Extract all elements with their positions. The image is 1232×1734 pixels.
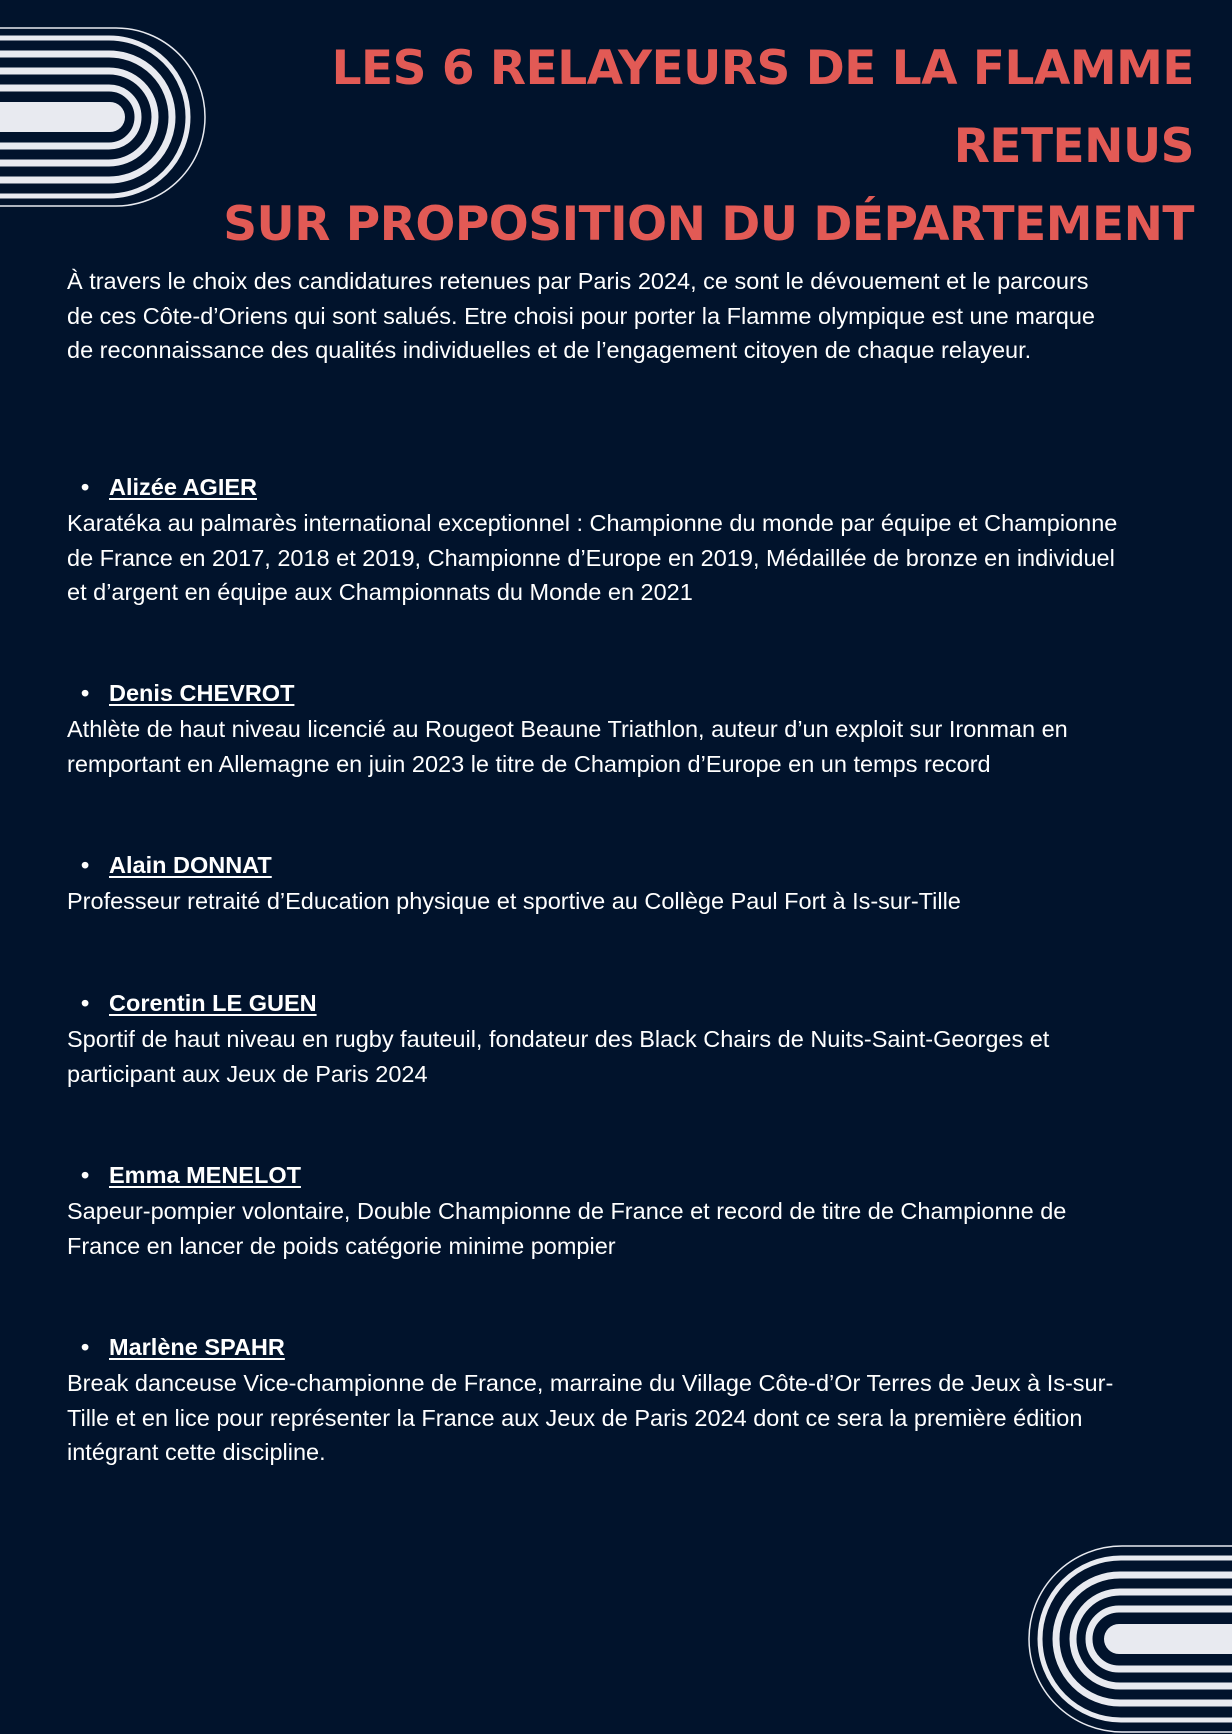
- relayeur-description: Break danceuse Vice-championne de France, marraine du Village Côte-d’Or Terres de Jeux à Is-sur-Tille et en lice pour représenter la France aux Jeux de Paris 2024 dont ce sera la première édition intégrant cette discipline.: [67, 1370, 1114, 1465]
- relayeur-name: • Denis CHEVROT: [67, 676, 1127, 710]
- relayeur-description: Karatéka au palmarès international exceptionnel : Championne du monde par équipe et Championne de France en 2017, 2018 et 2019, Championne d’Europe en 2019, Médaillée de bronze en individuel et d’argent en équipe aux Championnats du Monde en 2021: [67, 510, 1118, 605]
- relayeur-description: Professeur retraité d’Education physique et sportive au Collège Paul Fort à Is-sur-Tille: [67, 888, 961, 914]
- page-title-line-1: LES 6 RELAYEURS DE LA FLAMME RETENUS: [331, 41, 1194, 174]
- relayeur-description: Sapeur-pompier volontaire, Double Championne de France et record de titre de Championne de France en lancer de poids catégorie minime pompier: [67, 1198, 1067, 1259]
- relayeur-name: • Emma MENELOT: [67, 1158, 1127, 1192]
- relayeur-description: Athlète de haut niveau licencié au Rougeot Beaune Triathlon, auteur d’un exploit sur Ironman en remportant en Allemagne en juin 2023 le titre de Champion d’Europe en un temps record: [67, 716, 1068, 777]
- relayeur-item: [67, 676, 1127, 781]
- page-title-line-2: SUR PROPOSITION DU DÉPARTEMENT: [223, 197, 1194, 252]
- relayeur-name: • Alizée AGIER: [67, 470, 1127, 504]
- relayeur-description: Sportif de haut niveau en rugby fauteuil, fondateur des Black Chairs de Nuits-Saint-Georges et participant aux Jeux de Paris 2024: [67, 1026, 1050, 1087]
- relayeur-item: [67, 470, 1127, 610]
- relayeur-name: • Alain DONNAT: [67, 848, 1127, 882]
- relayeur-item: [67, 848, 1127, 919]
- relayeur-name: • Corentin LE GUEN: [67, 986, 1127, 1020]
- intro-paragraph: À travers le choix des candidatures retenues par Paris 2024, ce sont le dévouement et le parcours de ces Côte-d’Oriens qui sont salués. Etre choisi pour porter la Flamme olympique est une marque de reconnaissance des qualités individuelles et de l’engagement citoyen de chaque relayeur.: [67, 268, 1095, 363]
- relayeur-item: [67, 1158, 1127, 1263]
- page-title: [134, 30, 1194, 264]
- relayeur-name: • Marlène SPAHR: [67, 1330, 1127, 1364]
- track-lines-decoration-bottom-right: [1026, 1544, 1232, 1734]
- relayeur-item: [67, 1330, 1127, 1470]
- relayeur-item: [67, 986, 1127, 1091]
